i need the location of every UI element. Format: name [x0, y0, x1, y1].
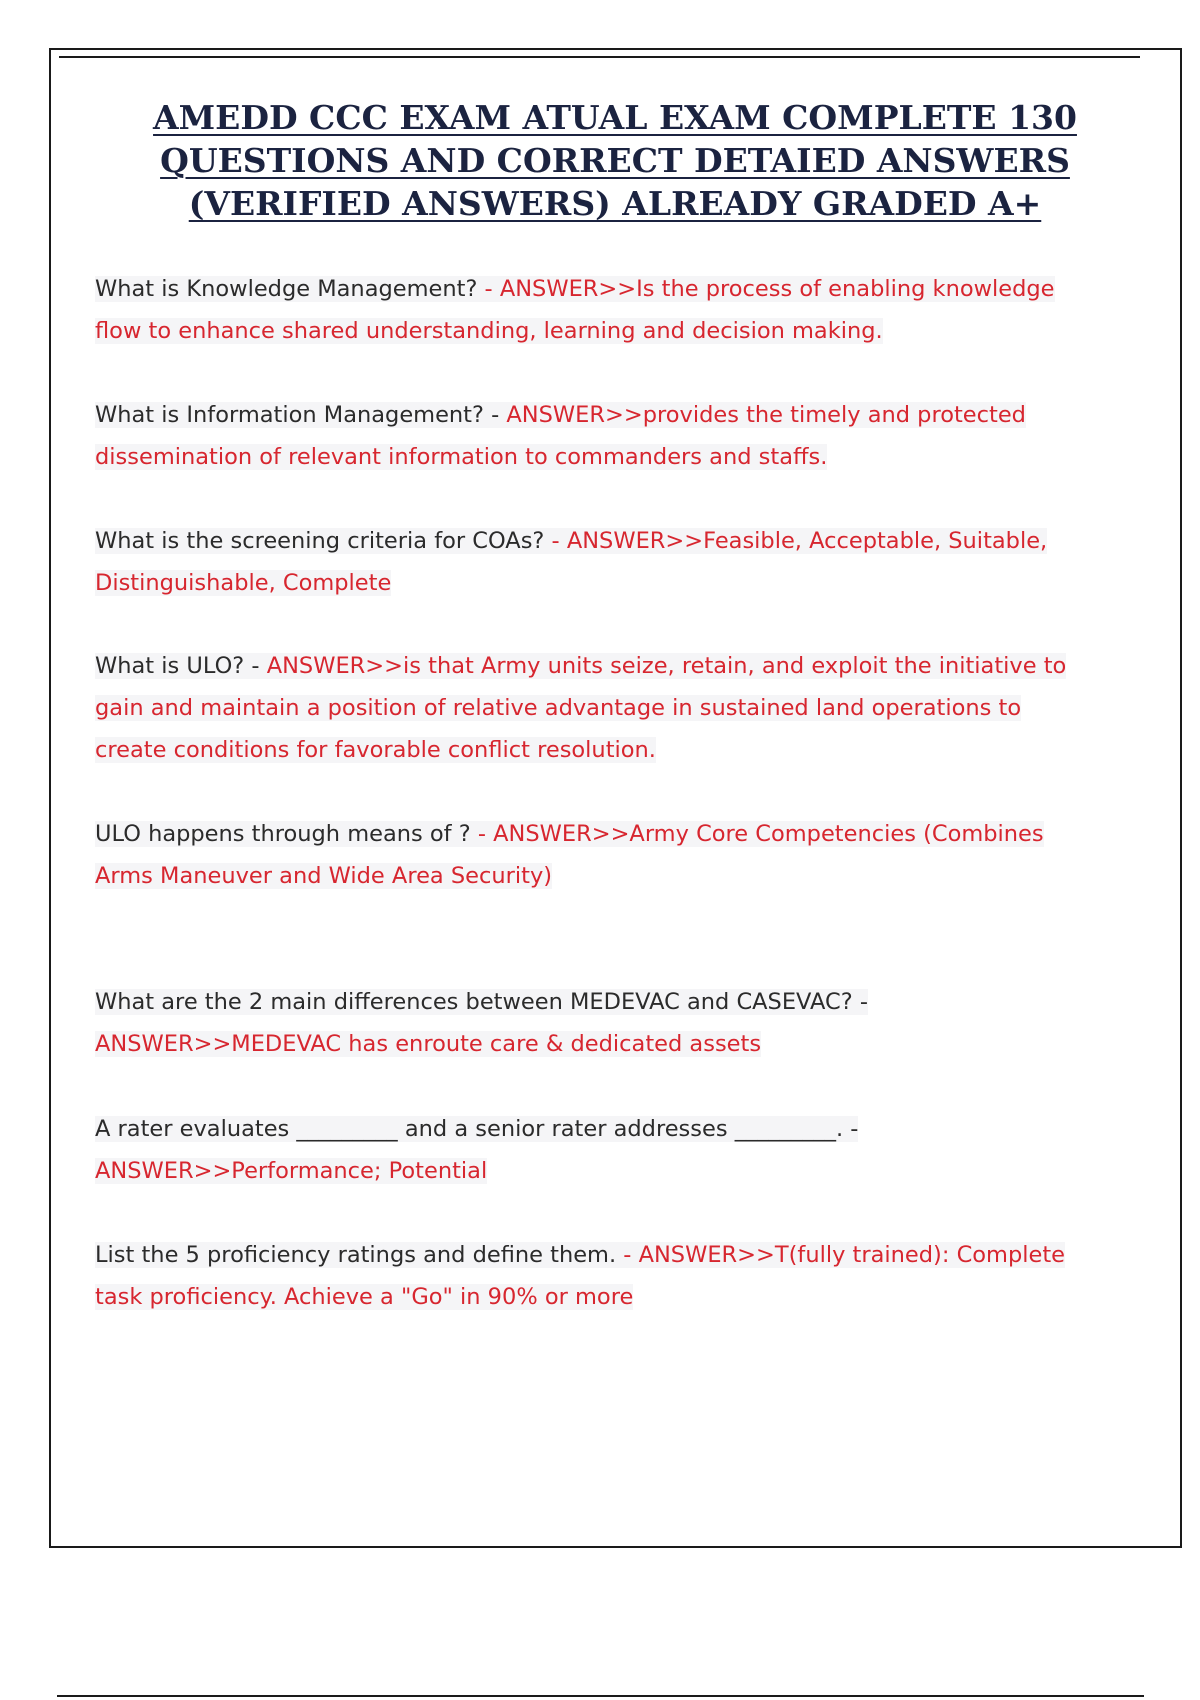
question-text: What is Information Management?	[95, 402, 484, 428]
question-text: What is the screening criteria for COAs?	[95, 528, 545, 554]
separator: -	[477, 276, 500, 302]
qa-item	[95, 520, 1090, 604]
separator: -	[244, 653, 267, 679]
separator: -	[544, 528, 567, 554]
question-text: What is Knowledge Management?	[95, 276, 478, 302]
qa-text	[95, 1242, 1065, 1310]
answer-text: ANSWER>>Performance; Potential	[95, 1158, 488, 1184]
separator: -	[470, 821, 494, 847]
qa-item	[95, 981, 1090, 1065]
answer-text: ANSWER>>T(fully trained): Complete task proficiency. Achieve a "Go" in 90% or more	[95, 1242, 1066, 1310]
qa-item	[95, 1108, 1090, 1192]
qa-text	[95, 653, 1066, 763]
answer-text: ANSWER>>is that Army units seize, retain, and exploit the initiative to gain and maintain a position of relative advantage in sustained land operations to create conditions for favorable conflict resolution.	[95, 653, 1067, 763]
qa-item	[95, 645, 1090, 771]
qa-item	[95, 394, 1090, 478]
separator: -	[843, 1116, 859, 1142]
question-text: What is ULO?	[95, 653, 245, 679]
qa-item	[95, 813, 1090, 897]
qa-item	[95, 268, 1090, 352]
separator: -	[852, 989, 868, 1015]
bottom-rule	[57, 1695, 1144, 1697]
separator: -	[483, 402, 507, 428]
answer-text: ANSWER>>Is the process of enabling knowledge flow to enhance shared understanding, learning and decision making.	[95, 276, 1055, 344]
top-rule	[59, 56, 1140, 58]
qa-text	[95, 276, 1055, 344]
question-text: ULO happens through means of ?	[95, 821, 471, 847]
qa-item	[95, 1234, 1090, 1318]
answer-text: ANSWER>>provides the timely and protected dissemination of relevant information to commanders and staffs.	[95, 402, 1026, 470]
question-text: What are the 2 main differences between MEDEVAC and CASEVAC?	[95, 989, 853, 1015]
separator: -	[616, 1242, 639, 1268]
question-text: List the 5 proficiency ratings and define them.	[95, 1242, 617, 1268]
qa-text	[95, 402, 1026, 470]
question-text: A rater evaluates _________ and a senior rater addresses _________.	[95, 1116, 844, 1142]
qa-text	[95, 821, 1044, 889]
qa-text	[95, 989, 868, 1057]
qa-text	[95, 1116, 858, 1184]
document-title: AMEDD CCC EXAM ATUAL EXAM COMPLETE 130 QUESTIONS AND CORRECT DETAIED ANSWERS (VERIFIED ANSWERS) ALREADY GRADED A+	[153, 98, 1077, 223]
answer-text: ANSWER>>Feasible, Acceptable, Suitable, Distinguishable, Complete	[95, 528, 1048, 596]
qa-text	[95, 528, 1047, 596]
answer-text: ANSWER>>Army Core Competencies (Combines Arms Maneuver and Wide Area Security)	[95, 821, 1044, 889]
answer-text: ANSWER>>MEDEVAC has enroute care & dedicated assets	[95, 1031, 762, 1057]
